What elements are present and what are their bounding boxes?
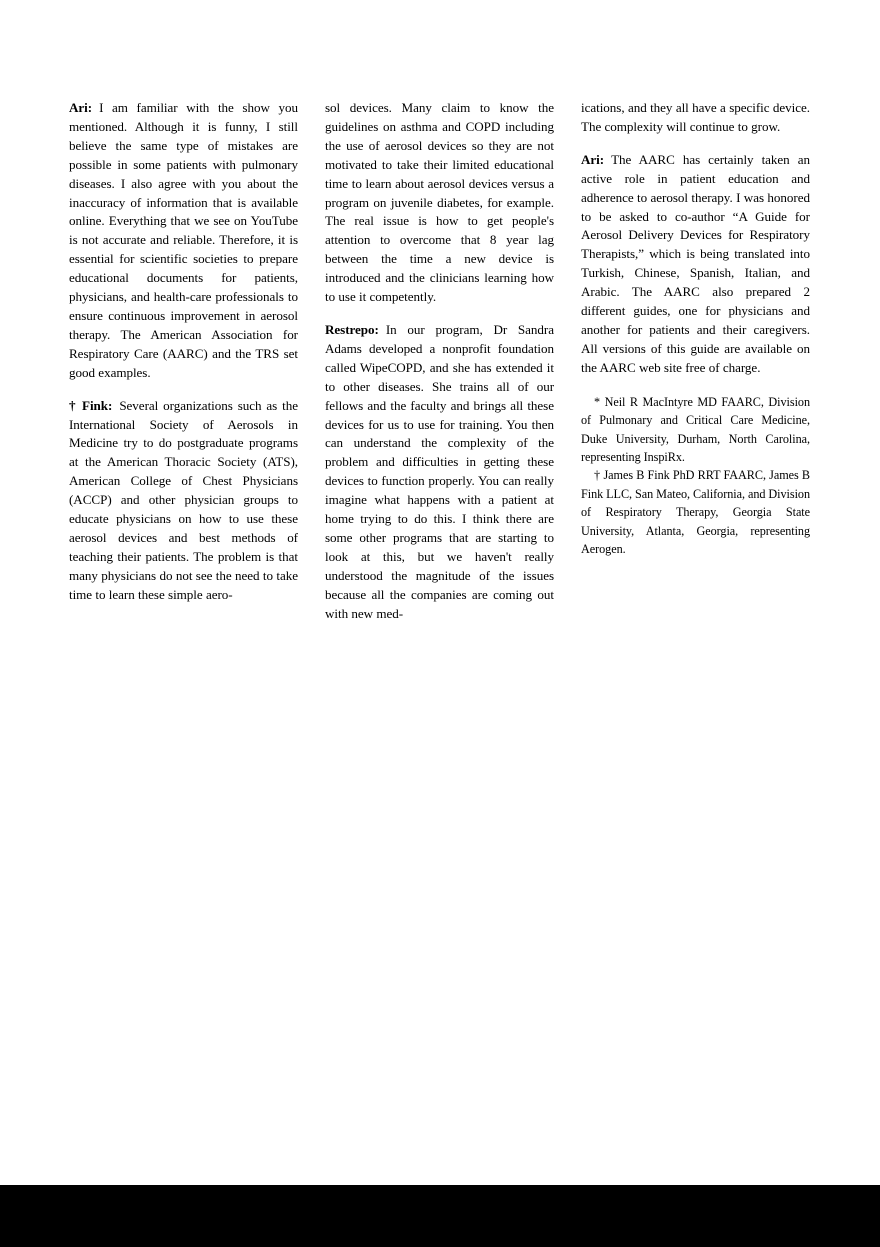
speaker-label-ari: Ari: [69, 100, 93, 115]
paragraph-ari-statement-1 [69, 99, 298, 383]
speaker-label-fink: † Fink: [69, 397, 113, 413]
dagger-marker-icon: † [594, 468, 601, 483]
paragraph-restrepo-statement-1 [325, 321, 554, 624]
paragraph-text: Several organizations such as the International Society of Aerosols in Medicine try to do postgraduate programs at the American Thoracic Society (ATS), American College of Chest Physicians (ACCP) and other physician groups to educate physicians on how to use these aerosol devices and best methods of teaching their patients. The problem is that many physicians do not see the need to take time to learn these simple aero- [69, 397, 298, 602]
asterisk-marker-icon: * [594, 394, 601, 409]
text-column-2 [325, 99, 554, 623]
footnote-fink [581, 466, 810, 558]
speaker-label-restrepo: Restrepo: [325, 321, 379, 337]
footnote-text: Neil R MacIntyre MD FAARC, Division of Pulmonary and Critical Care Medicine, Duke University, Durham, North Carolina, representing InspiRx. [581, 394, 810, 464]
paragraph-ari-statement-2 [581, 151, 810, 378]
paragraph-text: I am familiar with the show you mentioned. Although it is funny, I still believe the same type of mistakes are possible in some patients with pulmonary diseases. I also agree with you about the inaccuracy of information that is available online. Everything that we see on YouTube is not accurate and reliable. Therefore, it is essential for scientific societies to prepare educational documents for patients, physicians, and health-care professionals to ensure continuous improvement in aerosol therapy. The American Association for Respiratory Care (AARC) and the TRS set good examples. [69, 100, 298, 380]
paragraph-fink-statement-1-continued: sol devices. Many claim to know the guidelines on asthma and COPD including the use of aerosol devices so they are not motivated to take their limited educational time to learn about aerosol devices versus a program on juvenile diabetes, for example. The real issue is how to get people's attention to overcome that 8 year lag between the time a new device is introduced and the clinicians learning how to use it competently. [325, 100, 554, 305]
paragraph-text: The AARC has certainly taken an active role in patient education and adherence to aerosol therapy. I was honored to be asked to co-author “A Guide for Aerosol Delivery Devices for Respiratory Therapists,” which is being translated into Turkish, Chinese, Spanish, Italian, and Arabic. The AARC also prepared 2 different guides, one for physicians and another for patients and their caregivers. All versions of this guide are available on the AARC web site free of charge. [581, 151, 810, 375]
author-affiliation-footnotes [581, 393, 810, 559]
paragraph-fink-statement-1 [69, 397, 298, 605]
footnote-text: James B Fink PhD RRT FAARC, James B Fink LLC, San Mateo, California, and Division of Respiratory Therapy, Georgia State University, Atlanta, Georgia, representing Aerogen. [581, 468, 810, 556]
speaker-label-ari: Ari: [581, 151, 605, 167]
footnote-macintyre [581, 393, 810, 467]
text-column-3 [581, 99, 810, 623]
paragraph-restrepo-statement-1-continued: ications, and they all have a specific device. The complexity will continue to grow. [581, 100, 810, 134]
text-column-1 [69, 99, 298, 623]
page-bottom-black-band [0, 1185, 880, 1247]
paragraph-text: In our program, Dr Sandra Adams developed a nonprofit foundation called WipeCOPD, and she has extended it to other diseases. She trains all of our fellows and the faculty and brings all these devices for us to use for training. You then can understand the complexity of the problem and difficulties in getting these devices to function properly. You can really imagine what happens with a patient at home trying to do this. I think there are some other programs that are starting to look at this, but we haven't really understood the magnitude of the issues because all the companies are coming out with new med- [325, 321, 554, 621]
three-column-text-body [69, 99, 810, 623]
